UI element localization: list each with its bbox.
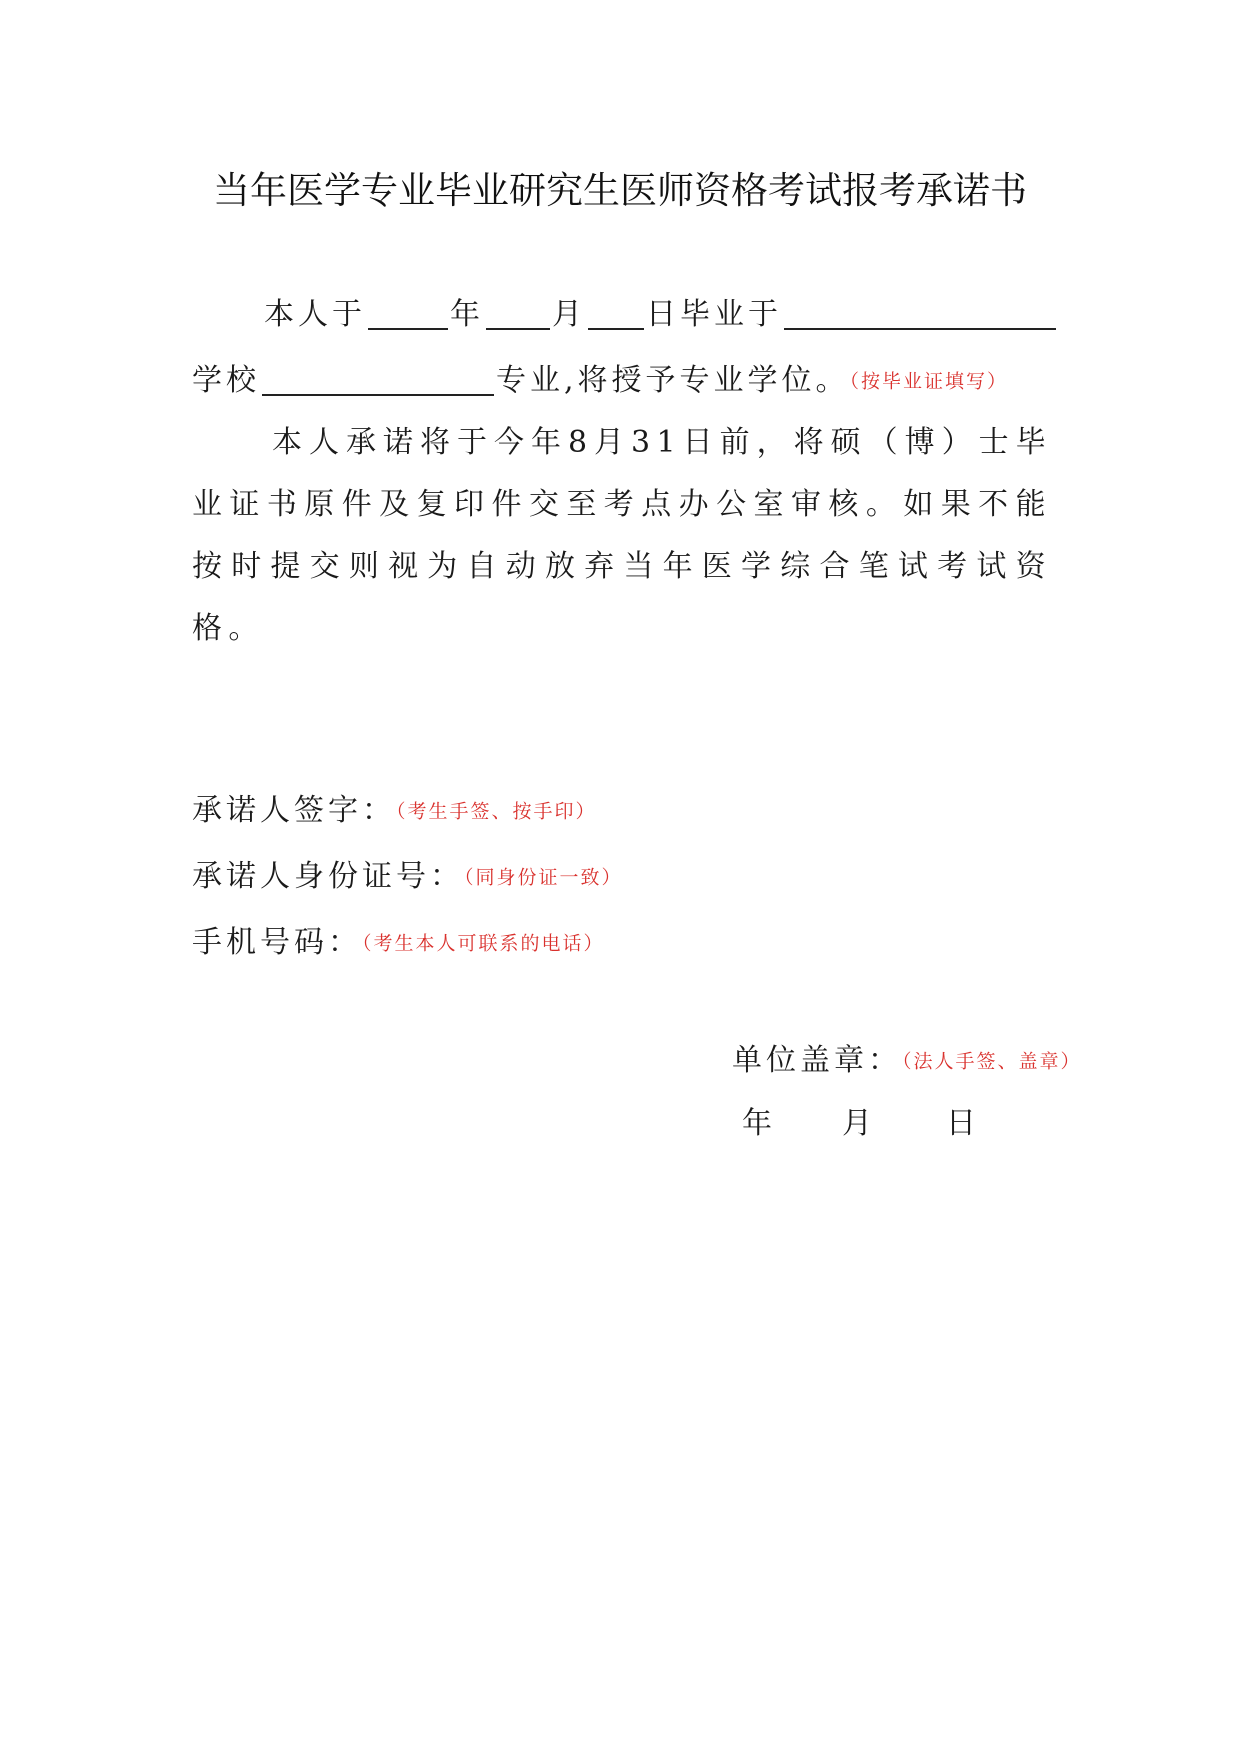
- major-line: [192, 364, 1008, 396]
- graduation-day-blank[interactable]: [588, 298, 644, 330]
- date-year: 年: [742, 1106, 772, 1141]
- page-title: 当年医学专业毕业研究生医师资格考试报考承诺书: [213, 169, 1027, 212]
- graduation-school-blank[interactable]: [784, 298, 1056, 330]
- graduation-month-blank[interactable]: [486, 298, 550, 330]
- phone-note: （考生本人可联系的电话）: [362, 932, 605, 955]
- major-text: 专业,将授予专业学位。: [496, 363, 850, 398]
- graduation-line: [192, 298, 1058, 330]
- id-number-note: （同身份证一致）: [464, 866, 623, 889]
- signature-line: [192, 793, 597, 828]
- year-unit: 年: [450, 297, 484, 332]
- commitment-paragraph: 本人承诺将于今年8月31日前，将硕（博）士毕业证书原件及复印件交至考点办公室审核。如果不能按时提交则视为自动放弃当年医学综合笔试考试资格。: [192, 425, 1052, 646]
- date-month: 月: [842, 1106, 872, 1141]
- day-unit: 日毕业于: [646, 297, 782, 332]
- unit-seal-line: [732, 1043, 1082, 1078]
- major-blank[interactable]: [262, 364, 494, 396]
- graduation-year-blank[interactable]: [368, 298, 448, 330]
- unit-seal-label: 单位盖章：: [732, 1043, 902, 1078]
- date-day: 日: [946, 1106, 976, 1141]
- date-line: [742, 1098, 976, 1142]
- id-number-label: 承诺人身份证号：: [192, 859, 464, 894]
- phone-label: 手机号码：: [192, 925, 362, 960]
- school-label: 学校: [192, 363, 260, 398]
- month-unit: 月: [552, 297, 586, 332]
- signature-note: （考生手签、按手印）: [396, 800, 597, 823]
- id-number-line: [192, 859, 623, 894]
- phone-line: [192, 925, 605, 960]
- graduation-prefix: 本人于: [264, 297, 366, 332]
- graduation-note: （按毕业证填写）: [849, 370, 1009, 393]
- signature-label: 承诺人签字：: [192, 793, 396, 828]
- unit-seal-note: （法人手签、盖章）: [902, 1050, 1082, 1073]
